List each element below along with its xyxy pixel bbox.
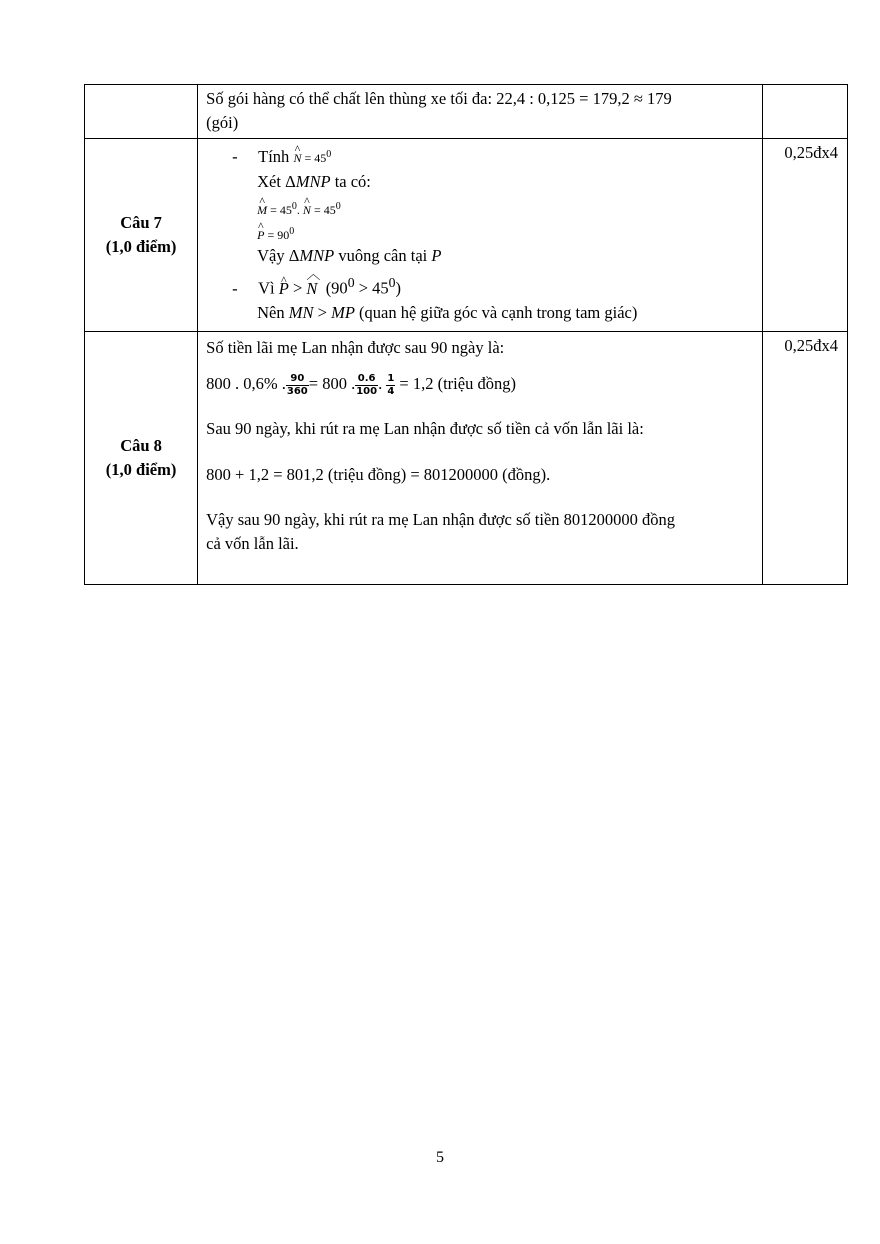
answer-line: Nên MN > MP (quan hệ giữa góc và cạnh trong tam giác)	[257, 302, 638, 322]
formula-line: 800 . 0,6% . $\frac{90}{360}$ = 800 . $\frac{0.6}{100}$ . $\frac{1}{4}$ = 1,2 (triệu đồng)	[206, 372, 516, 397]
question-points: (1,0 điểm)	[105, 460, 177, 479]
question-title: Câu 8	[120, 436, 162, 455]
answer-line: Xét ΔMNP ta có:	[257, 172, 371, 191]
answer-line: cả vốn lẫn lãi.	[206, 534, 299, 553]
question-title: Câu 7	[120, 213, 162, 232]
answer-line: 800 + 1,2 = 801,2 (triệu đồng) = 801200000 (đồng).	[206, 465, 551, 484]
fraction: $\frac{1}{4}$	[387, 372, 395, 397]
question-label-cell	[85, 139, 198, 332]
score-cell: 0,25đx4	[762, 332, 847, 585]
question-points: (1,0 điểm)	[105, 237, 177, 256]
answer-line: (gói)	[206, 113, 239, 132]
fraction: $\frac{0.6}{100}$	[356, 372, 378, 397]
fraction: $\frac{90}{360}$	[286, 372, 308, 397]
score-cell	[762, 85, 847, 139]
question-cell	[85, 85, 198, 139]
score-cell: 0,25đx4	[762, 139, 847, 332]
answer-cell	[198, 139, 763, 332]
table-row	[85, 332, 848, 585]
answer-line: Vậy ΔMNP vuông cân tại P	[257, 246, 442, 265]
answer-table	[84, 84, 848, 585]
answer-cell	[198, 85, 763, 139]
answer-line: ^ $M = 45^0$. ^ $N = 45^0$	[206, 194, 754, 219]
page-number: 5	[436, 1149, 444, 1166]
answer-line: Số gói hàng có thể chất lên thùng xe tối đa: 22,4 : 0,125 = 179,2 ≈ 179	[206, 89, 672, 108]
table-row	[85, 85, 848, 139]
answer-line: Vậy sau 90 ngày, khi rút ra mẹ Lan nhận được số tiền 801200000 đồng	[206, 510, 676, 529]
question-label-cell	[85, 332, 198, 585]
answer-line: ^ $P = 90^0$	[206, 219, 754, 244]
answer-cell	[198, 332, 763, 585]
answer-line: Sau 90 ngày, khi rút ra mẹ Lan nhận được số tiền cả vốn lẫn lãi là:	[206, 419, 644, 438]
table-row	[85, 139, 848, 332]
answer-line: Số tiền lãi mẹ Lan nhận được sau 90 ngày là:	[206, 338, 505, 357]
answer-line: - Tính ^ $N = 45^0$	[206, 143, 754, 170]
answer-line: - Vì ^ P > ︿ N $(90^0 > 45^0)$	[206, 271, 754, 301]
